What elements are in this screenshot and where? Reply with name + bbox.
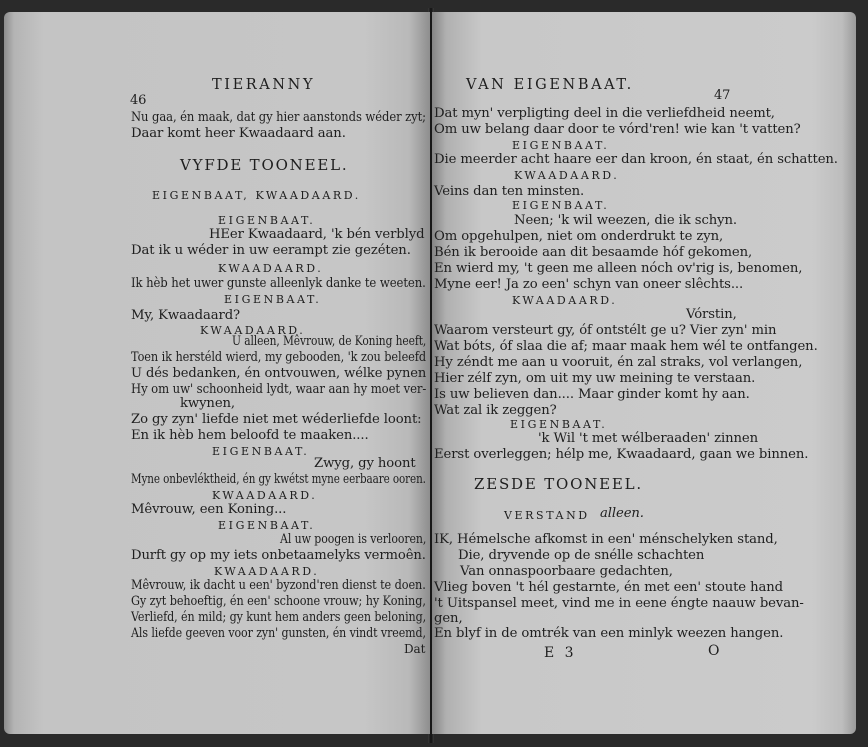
left-page (4, 12, 430, 734)
speaker-name: KWAADAARD. (514, 169, 620, 182)
text-line: Nu gaa, én maak, dat gy hier aanstonds wéder zyt; (131, 110, 426, 125)
text-line: 't Uitspansel meet, vind me in eene éngte naauw bevan- (434, 596, 804, 611)
text-line: Die, dryvende op de snélle schachten (458, 548, 705, 563)
text-line: Bén ik berooide aan dit besaamde hóf gekomen, (434, 245, 753, 260)
text-line: Myne onbevléktheid, én gy kwétst myne eerbaare ooren. (131, 472, 426, 487)
speaker-name: EIGENBAAT. (512, 139, 610, 152)
text-line: Vórstin, (686, 307, 737, 322)
text-line: En blyf in de omtrék van een minlyk weezen hangen. (434, 626, 784, 641)
scene-heading: ZESDE TOONEEL. (474, 475, 643, 493)
catchword: Dat (404, 642, 426, 656)
text-line: Wat bóts, óf slaa die af; maar maak hem wél te ontfangen. (434, 339, 818, 354)
running-head: TIERANNY (212, 77, 316, 93)
text-line: Zo gy zyn' liefde niet met wéderliefde loont: (131, 412, 422, 427)
speaker-name: KWAADAARD. (218, 262, 324, 275)
text-line: HEer Kwaadaard, 'k bén verblyd (209, 227, 425, 242)
text-line: U dés bedanken, én ontvouwen, wélke pynen (131, 366, 427, 381)
text-line: Hy zéndt me aan u vooruit, én zal straks, vol verlangen, (434, 355, 803, 370)
speaker-name: VERSTAND (504, 509, 590, 522)
text-line: Daar komt heer Kwaadaard aan. (131, 126, 346, 141)
text-line: Om uw belang daar door te vórd'ren! wie kan 't vatten? (434, 122, 801, 137)
text-line: Vlieg boven 't hél gestarnte, én met een' stoute hand (434, 580, 783, 595)
text-line: Die meerder acht haare eer dan kroon, én staat, én schatten. (434, 152, 838, 167)
speaker-name: KWAADAARD. (200, 324, 306, 337)
speaker-name: KWAADAARD. (214, 565, 320, 578)
text-line: Om opgehulpen, niet om onderdrukt te zyn, (434, 229, 724, 244)
speaker-name: KWAADAARD. (212, 489, 318, 502)
text-line: Als liefde geeven voor zyn' gunsten, én vindt vreemd, (131, 626, 426, 641)
text-line: Dat myn' verpligting deel in die verliefdheid neemt, (434, 106, 775, 121)
speaker-name: KWAADAARD. (512, 294, 618, 307)
text-line: En ik hèb hem beloofd te maaken.... (131, 428, 369, 443)
text-line: Al uw poogen is verlooren, (280, 532, 427, 547)
text-line: Wat zal ik zeggen? (434, 403, 557, 418)
speaker-name: EIGENBAAT. (218, 519, 316, 532)
text-line: IK, Hémelsche afkomst in een' ménschelyken stand, (434, 532, 778, 547)
page-number: 47 (714, 88, 731, 103)
speaker-name: EIGENBAAT. (218, 214, 316, 227)
right-page (432, 12, 856, 734)
text-line: gen, (434, 611, 463, 626)
text-line: Mêvrouw, ik dacht u een' byzond'ren dienst te doen. (131, 578, 426, 593)
text-line: kwynen, (180, 396, 236, 411)
speaker-name: EIGENBAAT. (510, 418, 608, 431)
speaker-name: EIGENBAAT. (212, 445, 310, 458)
speaker-name: EIGENBAAT. (512, 199, 610, 212)
text-line: Verliefd, én mild; gy kunt hem anders geen beloning, (131, 610, 427, 625)
stage-direction: alleen. (600, 506, 644, 521)
page-number: 46 (130, 93, 147, 108)
signature-mark: E 3 (544, 645, 577, 661)
text-line: My, Kwaadaard? (131, 308, 241, 323)
running-head: VAN EIGENBAAT. (466, 77, 634, 93)
text-line: Dat ik u wéder in uw eerampt zie gezéten. (131, 243, 411, 258)
text-line: Waarom versteurt gy, óf ontstélt ge u? Vier zyn' min (434, 323, 777, 338)
text-line: Eerst overleggen; hélp me, Kwaadaard, gaan we binnen. (434, 447, 809, 462)
text-line: Hier zélf zyn, om uit my uw meining te verstaan. (434, 371, 756, 386)
text-line: Toen ik herstéld wierd, my gebooden, 'k zou beleefd (131, 350, 427, 365)
text-line: 'k Wil 't met wélberaaden' zinnen (538, 431, 758, 446)
text-line: Mêvrouw, een Koning... (131, 502, 287, 517)
text-line: Gy zyt behoeftig, én een' schoone vrouw; hy Koning, (131, 594, 426, 609)
text-line: Veins dan ten minsten. (434, 184, 585, 199)
text-line: Neen; 'k wil weezen, die ik schyn. (514, 213, 737, 228)
scene-heading: VYFDE TOONEEL. (180, 156, 349, 174)
text-line: U alleen, Mêvrouw, de Koning heeft, (232, 334, 427, 349)
text-line: En wierd my, 't geen me alleen nóch ov'rig is, benomen, (434, 261, 803, 276)
text-line: Ik hèb het uwer gunste alleenlyk danke te weeten. (131, 276, 426, 291)
text-line: Myne eer! Ja zo een' schyn van oneer slêchts... (434, 277, 744, 292)
text-line: Durft gy op my iets onbetaamelyks vermoên. (131, 548, 426, 563)
text-line: Is uw believen dan.... Maar ginder komt hy aan. (434, 387, 750, 402)
speaker-name: EIGENBAAT. (224, 293, 322, 306)
text-line: Hy om uw' schoonheid lydt, waar aan hy moet ver- (131, 382, 427, 397)
text-line: Zwyg, gy hoont (314, 456, 416, 471)
text-line: Van onnaspoorbaare gedachten, (460, 564, 673, 579)
catchword: O (708, 643, 720, 659)
cast-line: EIGENBAAT, KWAADAARD. (152, 189, 361, 202)
